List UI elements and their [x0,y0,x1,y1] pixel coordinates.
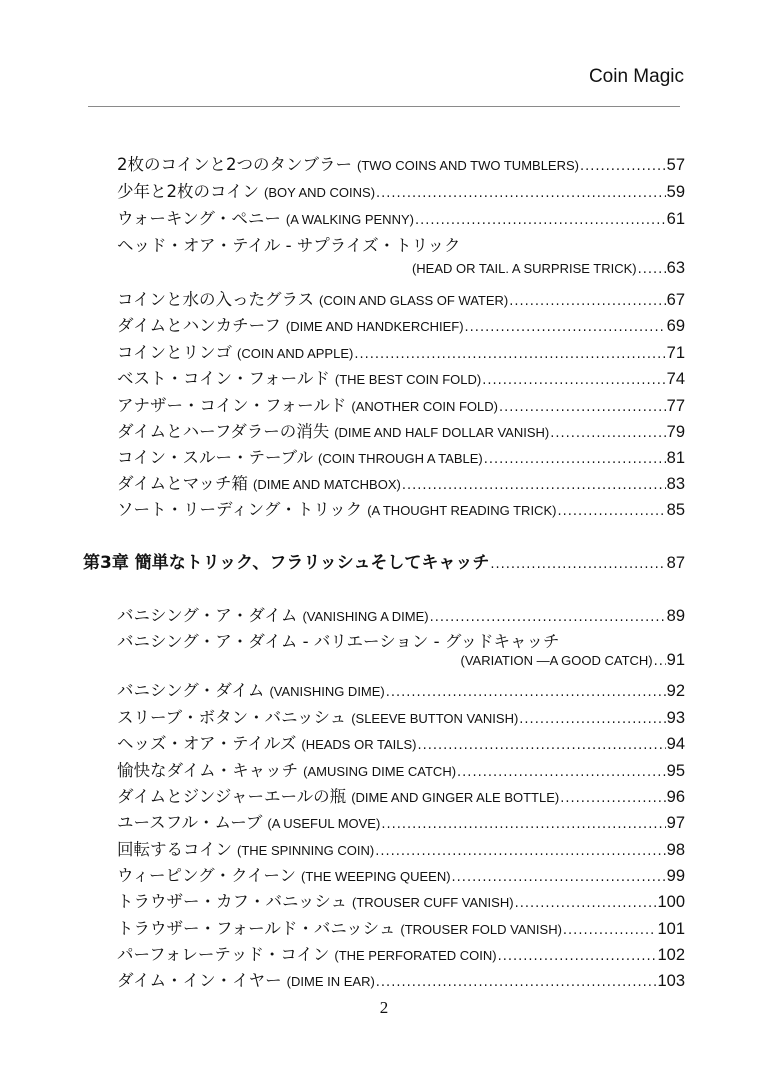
toc-entry-title-jp: ダイムとハンカチーフ [117,316,281,335]
toc-entry [117,205,685,229]
toc-entry-title-en: (TWO COINS AND TWO TUMBLERS) [357,158,579,173]
toc-entry-page: 63 [666,259,685,277]
toc-entry-title-jp: バニシング・ア・ダイム [117,606,298,625]
toc-entry-title-en: (ANOTHER COIN FOLD) [351,399,498,414]
toc-entry-title-en: (TROUSER CUFF VANISH) [352,895,514,910]
toc-entry-title-jp: 2枚のコインと2つのタンブラー [117,155,353,174]
toc-entry [117,941,685,965]
chapter-page: 87 [666,554,685,572]
toc-entry-title-en: (THE PERFORATED COIN) [334,948,497,963]
toc-entry-title-jp: 愉快なダイム・キャッチ [117,761,299,780]
toc-entry-title-en: (COIN THROUGH A TABLE) [318,451,483,466]
toc-entry [117,444,685,468]
toc-entry-title-en: (A WALKING PENNY) [285,212,414,227]
toc-entry-page: 61 [666,210,685,228]
toc-entry-title-en: (A THOUGHT READING TRICK) [367,503,557,518]
toc-entry-page: 89 [666,607,685,625]
toc-entry [117,365,685,389]
dot-leader [375,844,665,859]
toc-entry-page: 74 [666,370,685,388]
toc-entry-title-jp: ダイム・イン・イヤー [117,971,282,990]
toc-entry-title-jp: ウィーピング・クイーン [117,866,297,885]
toc-entry-page: 94 [666,735,685,753]
toc-entry-title-en: (DIME AND HALF DOLLAR VANISH) [334,425,550,440]
dot-leader [654,654,666,669]
toc-entry-page: 85 [666,501,685,519]
toc-entry [117,862,685,886]
toc-entry-page: 98 [666,841,685,859]
toc-entry-title-jp: 回転するコイン [117,840,233,859]
toc-entry-title-jp: 少年と2枚のコイン [117,182,260,201]
toc-entry-page: 69 [666,317,685,335]
toc-entry [117,783,685,807]
toc-entry [117,418,685,442]
dot-leader [482,373,665,388]
toc-entry-title-en: (THE SPINNING COIN) [237,843,375,858]
dot-leader [638,262,666,277]
toc-entry-title-jp: アナザー・コイン・フォールド [117,396,347,415]
toc-entry-title-en: (DIME AND HANDKERCHIEF) [285,319,464,334]
dot-leader [381,817,665,832]
toc-entry-page: 81 [666,449,685,467]
toc-entry [117,392,685,416]
toc-entry [117,704,685,728]
dot-leader [515,896,657,911]
dot-leader [386,685,666,700]
toc-entry-page: 97 [666,814,685,832]
toc-entry-page: 100 [657,893,685,911]
dot-leader [519,712,665,727]
toc-entry-title-en: (DIME AND MATCHBOX) [253,477,401,492]
toc-entry [117,677,685,701]
toc-entry-title-jp: ダイムとハーフダラーの消失 [117,422,330,441]
toc-entry-title-jp: トラウザー・フォールド・バニッシュ [117,919,396,938]
toc-entry-title-jp: ヘッド・オア・テイル - サプライズ・トリック [117,236,461,255]
dot-leader [550,426,665,441]
dot-leader [498,949,657,964]
toc-entry-title-en: (COIN AND GLASS OF WATER) [319,293,509,308]
toc-entry-title-en: (DIME IN EAR) [286,974,375,989]
dot-leader [430,610,666,625]
toc-entry-title-jp: ヘッズ・オア・テイルズ [117,734,297,753]
toc-entry-page: 79 [666,423,685,441]
toc-entry [117,888,685,912]
toc-entry-title-jp: コイン・スルー・テーブル [117,448,314,467]
toc-entry-page: 99 [666,867,685,885]
toc-entry-title-jp: パーフォレーテッド・コイン [117,945,330,964]
toc-entry-page: 77 [666,397,685,415]
toc-entry-title-en: (BOY AND COINS) [264,185,376,200]
toc-entry [117,339,685,363]
toc-entry-title-en: (HEADS OR TAILS) [301,737,417,752]
toc-entry-title-en: (A USEFUL MOVE) [267,816,381,831]
toc-entry-title-jp: コインと水の入ったグラス [117,290,315,309]
toc-entry-title-line [117,628,685,652]
toc-entry-title-jp: トラウザー・カフ・バニッシュ [117,892,348,911]
toc-entry-page: 83 [666,475,685,493]
toc-entry-title-en: (SLEEVE BUTTON VANISH) [351,711,519,726]
toc-entry-page: 103 [657,972,685,990]
toc-entry-page: 57 [666,156,685,174]
toc-entry-title-line [117,232,685,256]
dot-leader [402,478,666,493]
dot-leader [415,213,666,228]
toc-entry [117,151,685,175]
dot-leader [509,294,665,309]
dot-leader [580,159,666,174]
dot-leader [452,870,666,885]
toc-entry-title-jp: バニシング・ア・ダイム - バリエーション - グッドキャッチ [117,632,560,651]
toc-entry [117,967,685,991]
toc-entry-page: 96 [666,788,685,806]
toc-entry [117,312,685,336]
toc-entry [117,915,685,939]
toc-entry [117,651,685,675]
dot-leader [563,923,657,938]
toc-entry-title-en: (THE BEST COIN FOLD) [334,372,482,387]
toc-entry-title-jp: スリーブ・ボタン・バニッシュ [117,708,347,727]
chapter-heading [83,548,685,574]
dot-leader [560,791,665,806]
toc-entry-title-jp: ダイムとジンジャーエールの瓶 [117,787,347,806]
toc-entry [117,730,685,754]
toc-entry-page: 59 [666,183,685,201]
toc-entry-page: 71 [666,344,685,362]
toc-entry-title-en: (DIME AND GINGER ALE BOTTLE) [351,790,560,805]
dot-leader [417,738,665,753]
toc-entry-title-en: (HEAD OR TAIL. A SURPRISE TRICK) [411,261,637,276]
toc-entry-title-en: (VANISHING A DIME) [302,609,429,624]
toc-entry-page: 95 [666,762,685,780]
toc-entry-title-en: (THE WEEPING QUEEN) [301,869,451,884]
toc-entry-title-jp: ウォーキング・ペニー [117,209,281,228]
toc-entry-title-jp: ソート・リーディング・トリック [117,500,363,519]
toc-entry-page: 101 [657,920,685,938]
chapter-title: 第3章 簡単なトリック、フラリッシュそしてキャッチ [83,553,490,573]
toc-entry-title-jp: ベスト・コイン・フォールド [117,369,330,388]
toc-entry [117,470,685,494]
toc-entry-title-en: (VANISHING DIME) [269,684,385,699]
toc-entry-title-en: (AMUSING DIME CATCH) [303,764,457,779]
dot-leader [484,452,666,467]
toc-entry-page: 93 [666,709,685,727]
dot-leader [490,557,665,572]
toc-entry [117,178,685,202]
dot-leader [557,504,665,519]
toc-entry-title-jp: コインとリンゴ [117,343,233,362]
toc-entry-page: 92 [666,682,685,700]
dot-leader [457,765,666,780]
dot-leader [499,400,666,415]
toc-entry-page: 102 [657,946,685,964]
dot-leader [465,320,666,335]
toc-entry [117,757,685,781]
toc-entry [117,286,685,310]
toc-entry [117,602,685,626]
toc-entry-title-jp: ダイムとマッチ箱 [117,474,249,493]
toc-entry-title-jp: ユースフル・ムーブ [117,813,263,832]
toc-entry-title-en: (TROUSER FOLD VANISH) [400,922,562,937]
running-head-title: Coin Magic [588,66,684,87]
toc-entry [117,809,685,833]
dot-leader [354,347,665,362]
toc-entry [117,496,685,520]
dot-leader [376,186,666,201]
toc-entry-page: 67 [666,291,685,309]
toc-entry-page: 91 [666,651,685,669]
toc-entry-title-jp: バニシング・ダイム [117,681,265,700]
dot-leader [376,975,657,990]
toc-entry [117,836,685,860]
toc-entry-title-en: (VARIATION —A GOOD CATCH) [460,653,653,668]
header-rule [88,106,680,107]
toc-entry [117,259,685,283]
toc-entry-title-en: (COIN AND APPLE) [237,346,354,361]
page-number: 2 [379,998,389,1017]
